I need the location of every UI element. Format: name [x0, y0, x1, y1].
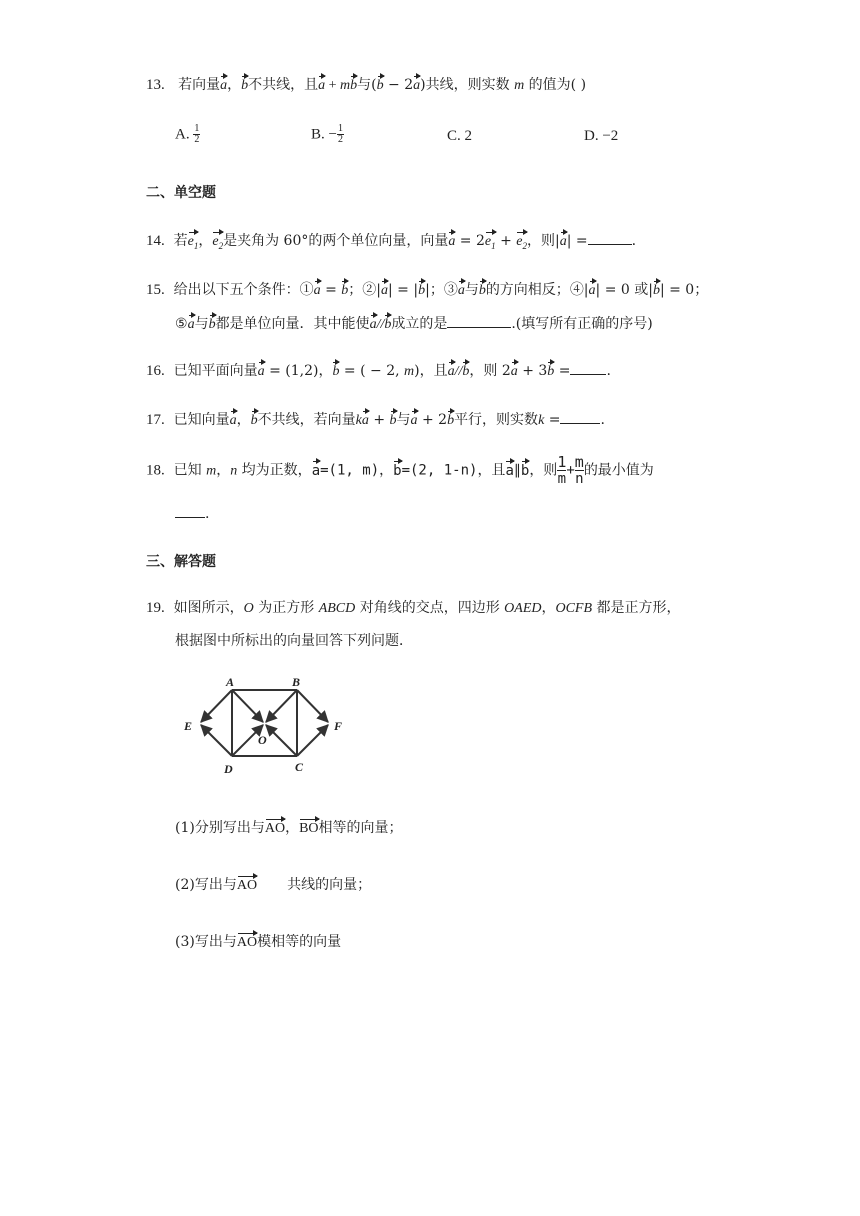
answer-blank[interactable] — [175, 505, 205, 518]
fraction-m-over-n: $\frac{m}{n}$ — [574, 453, 584, 487]
vector-bo — [266, 690, 297, 722]
question-19-line2: 根据图中所标出的向量回答下列问题． — [175, 633, 413, 649]
question-15-line2: ⑤a与b都是单位向量．其中能使a//b成立的是 .(填写所有正确的序号) — [175, 316, 653, 332]
question-19-part-1: (1)分别写出与AO，BO相等的向量； — [175, 820, 403, 836]
question-15: 15. 给出以下五个条件：①a = b；②|a| = |b|；③a与b的方向相反；④|a| = 0 或|b| = 0； — [146, 282, 709, 298]
fraction-1-over-m: $\frac{1}{m}$ — [557, 453, 567, 487]
label-o: O — [258, 733, 267, 747]
option-d[interactable]: D. −2 — [584, 128, 619, 144]
question-18: 18. 已知 m，n 均为正数，a=(1, m)，b=(2, 1-n)，且a∥b，则 $\frac{1}{m}$ + $\frac{m}{n}$ 的最小值为 — [146, 453, 654, 487]
vector-bf — [297, 690, 328, 722]
question-19-part-2: (2)写出与AO 共线的向量； — [175, 877, 372, 893]
question-19: 19. 如图所示，O 为正方形 ABCD 对角线的交点，四边形 OAED，OCFB 都是正方形， — [146, 600, 681, 616]
question-19-part-3: (3)写出与AO模相等的向量 — [175, 934, 342, 950]
label-d: D — [224, 762, 233, 776]
answer-blank[interactable] — [570, 362, 606, 375]
question-17: 17. 已知向量a，b不共线，若向量ka + b与a + 2b平行，则实数k = . — [146, 412, 605, 428]
vector-cf — [297, 725, 328, 756]
vector-de — [201, 725, 232, 756]
fraction: $\frac{1}{2}$ — [194, 123, 200, 145]
option-a[interactable]: A. $\frac{1}{2}$ — [175, 123, 200, 145]
section-heading-3: 三、解答题 — [146, 554, 216, 570]
label-c: C — [295, 760, 304, 774]
vector-ao — [232, 690, 263, 722]
question-14: 14. 若$e_1$，$e_2$是夹角为 60°的两个单位向量，向量$a = 2e_1 + e_2$，则|a| = . — [146, 233, 637, 251]
label-b: B — [292, 675, 301, 689]
answer-blank[interactable] — [447, 315, 511, 328]
option-b[interactable]: B. − $\frac{1}{2}$ — [311, 123, 343, 145]
answer-blank[interactable] — [560, 411, 600, 424]
label-a: A — [226, 675, 235, 689]
vector-co — [266, 725, 297, 756]
answer-blank[interactable] — [588, 232, 632, 245]
section-heading-2: 二、单空题 — [146, 185, 216, 201]
vector-ae — [201, 690, 232, 722]
question-13: 13. 若向量a，b不共线，且a + mb与(b − 2a)共线，则实数 m 的值为( ) — [146, 77, 587, 93]
option-c[interactable]: C. 2 — [447, 128, 473, 144]
question-16: 16. 已知平面向量a = (1,2)，b = ( − 2, m)，且a//b，则 2a + 3b = . — [146, 363, 611, 379]
label-e: E — [184, 719, 193, 733]
geometry-figure — [180, 672, 350, 780]
fraction: $\frac{1}{2}$ — [337, 123, 343, 145]
question-18-line2: . — [175, 505, 209, 522]
label-f: F — [334, 719, 343, 733]
